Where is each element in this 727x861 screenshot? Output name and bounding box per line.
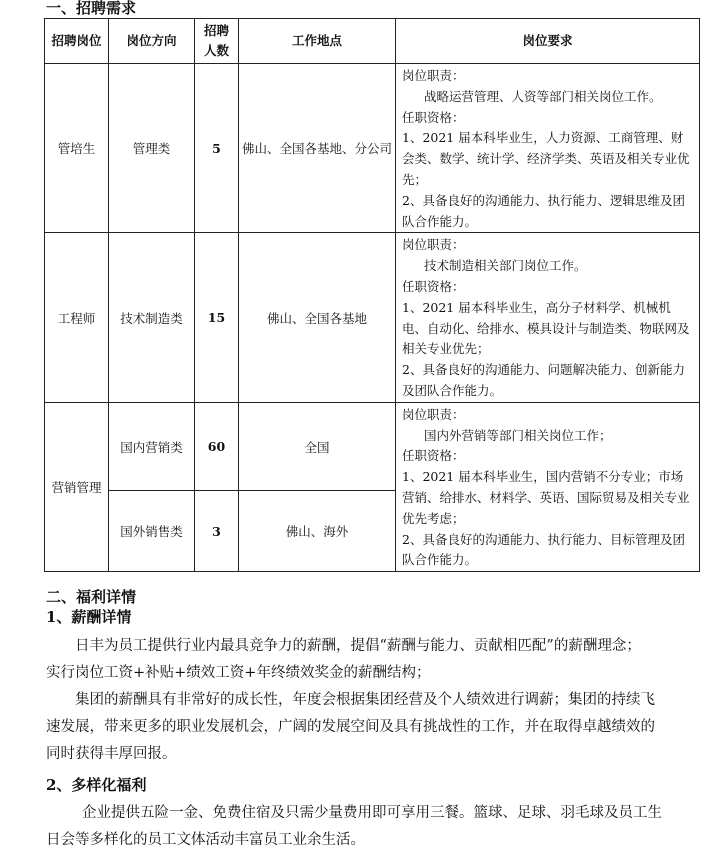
req-qual-1: 1、2021 届本科毕业生，高分子材料学、机械机电、自动化、给排水、模具设计与制造类、物联网及相关专业优先； <box>402 299 690 357</box>
req-duty-label: 岗位职责： <box>402 406 465 422</box>
cell-requirements <box>396 64 700 233</box>
req-qual-2: 2、具备良好的沟通能力、问题解决能力、创新能力及团队合作能力。 <box>402 362 685 398</box>
req-qual-1: 1、2021 届本科毕业生，国内营销不分专业；市场营销、给排水、材料学、英语、国际贸易及相关专业优先考虑； <box>402 469 690 526</box>
cell-location: 佛山、全国各基地、分公司 <box>239 64 396 233</box>
salary-paragraph-2: 实行岗位工资+补贴+绩效工资+年终绩效奖金的薪酬结构； <box>46 665 431 681</box>
cell-direction: 管理类 <box>109 64 195 233</box>
section-title-benefits: 二、福利详情 <box>46 588 137 606</box>
cell-position: 工程师 <box>45 233 109 402</box>
subsection-title-benefits: 2、多样化福利 <box>46 776 147 794</box>
salary-paragraph-1: 日丰为员工提供行业内最具竞争力的薪酬，提倡“薪酬与能力、贡献相匹配”的薪酬理念； <box>75 638 641 654</box>
req-duty-text: 国内外营销等部门相关岗位工作； <box>424 427 612 443</box>
table-row <box>45 233 700 402</box>
header-position: 招聘岗位 <box>45 19 109 64</box>
table-row <box>45 402 700 491</box>
req-qual-2: 2、具备良好的沟通能力、执行能力、逻辑思维及团队合作能力。 <box>402 192 685 229</box>
header-direction: 岗位方向 <box>109 19 195 64</box>
header-location: 工作地点 <box>239 19 396 64</box>
cell-requirements <box>396 233 700 402</box>
header-requirements: 岗位要求 <box>396 19 700 64</box>
cell-location: 佛山、海外 <box>239 491 396 572</box>
req-qual-label: 任职资格： <box>402 109 465 125</box>
cell-direction: 技术制造类 <box>109 233 195 402</box>
subsection-title-salary: 1、薪酬详情 <box>46 608 132 626</box>
cell-direction: 国内营销类 <box>109 402 195 491</box>
cell-direction: 国外销售类 <box>109 491 195 572</box>
cell-count: 60 <box>195 402 239 491</box>
req-duty-label: 岗位职责： <box>402 68 465 83</box>
table-row <box>45 64 700 233</box>
cell-location: 全国 <box>239 402 396 491</box>
benefits-text <box>46 800 666 854</box>
cell-count: 3 <box>195 491 239 572</box>
cell-position: 营销管理 <box>45 402 109 571</box>
table-header-row <box>45 19 700 64</box>
req-duty-label: 岗位职责： <box>402 237 465 253</box>
cell-requirements <box>396 402 700 571</box>
header-count: 招聘人数 <box>195 19 239 64</box>
req-qual-1: 1、2021 届本科毕业生，人力资源、工商管理、财会类、数学、统计学、经济学类、英语及相关专业优先； <box>402 130 690 187</box>
cell-count: 5 <box>195 64 239 233</box>
req-qual-2: 2、具备良好的沟通能力、执行能力、目标管理及团队合作能力。 <box>402 531 685 568</box>
req-qual-label: 任职资格： <box>402 278 465 294</box>
section-title-recruitment: 一、招聘需求 <box>46 0 137 17</box>
recruitment-table <box>44 18 700 572</box>
req-duty-text: 技术制造相关部门岗位工作。 <box>424 258 587 274</box>
salary-paragraph-3: 集团的薪酬具有非常好的成长性，年度会根据集团经营及个人绩效进行调薪；集团的持续飞速发展，带来更多的职业发展机会，广阔的发展空间及具有挑战性的工作，并在取得卓越绩效的同时获得丰厚回报。 <box>46 692 655 762</box>
cell-location: 佛山、全国各基地 <box>239 233 396 402</box>
req-qual-label: 任职资格： <box>402 448 465 464</box>
salary-text <box>46 633 666 768</box>
cell-position: 管培生 <box>45 64 109 233</box>
benefits-paragraph-1: 企业提供五险一金、免费住宿及只需少量费用即可享用三餐。篮球、足球、羽毛球及员工生日会等多样化的员工文体活动丰富员工业余生活。 <box>46 805 662 848</box>
req-duty-text: 战略运营管理、人资等部门相关岗位工作。 <box>424 88 662 104</box>
cell-count: 15 <box>195 233 239 402</box>
